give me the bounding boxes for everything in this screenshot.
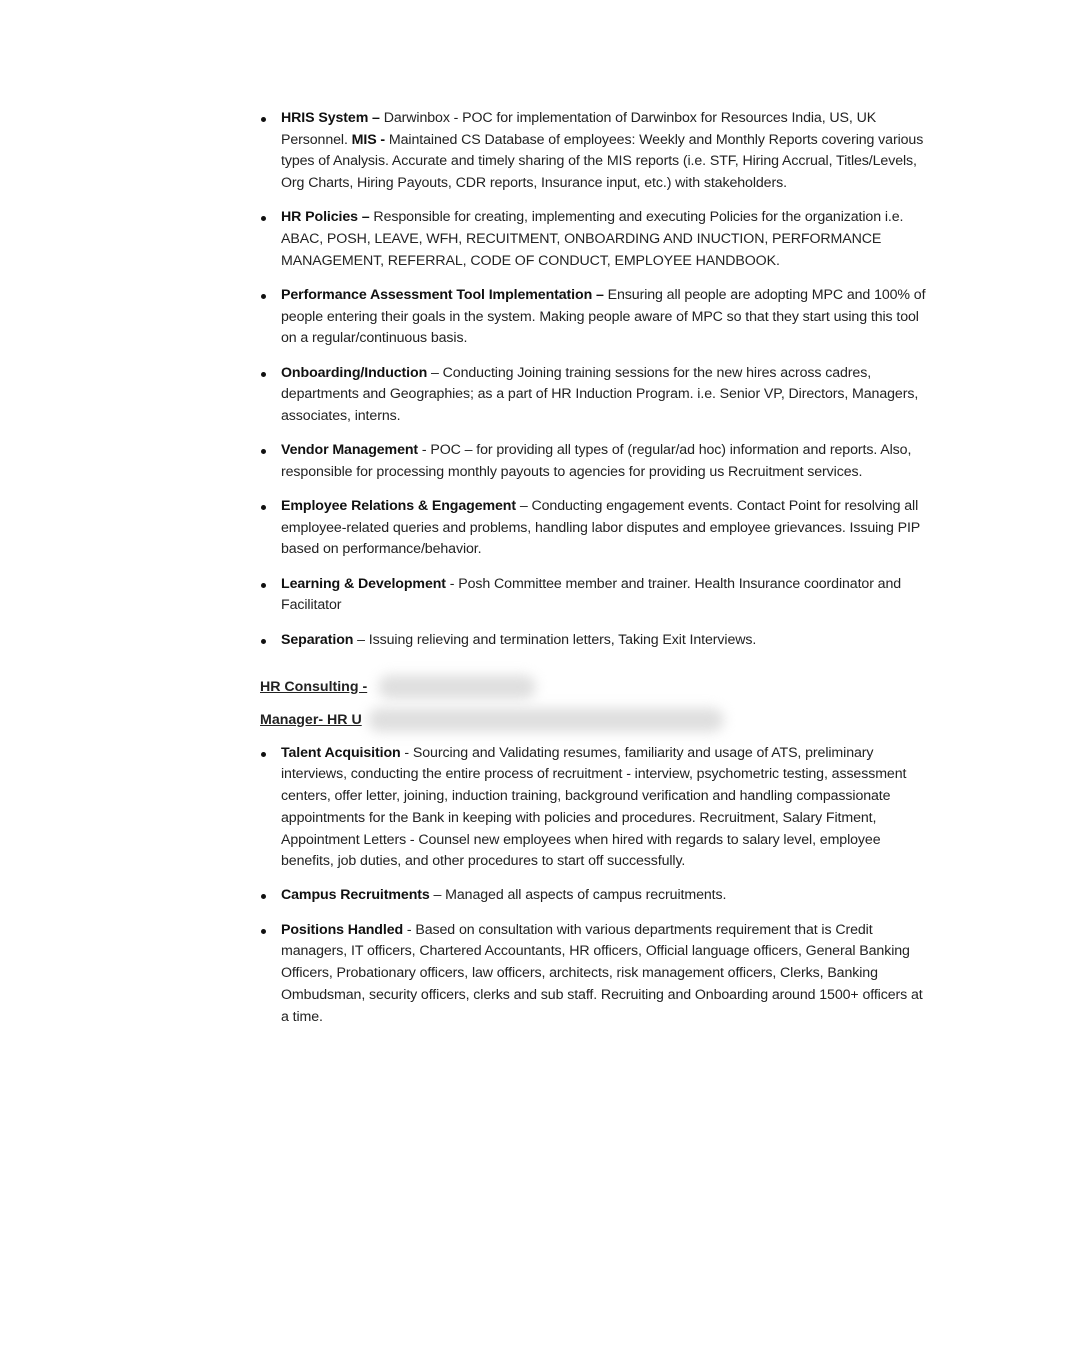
redaction-blur bbox=[378, 675, 536, 699]
bullet-icon bbox=[261, 639, 266, 644]
role-heading-text: Manager- HR U bbox=[260, 711, 362, 728]
item-body-secondary: Maintained CS Database of employees: Weekly and Monthly Reports covering various types of Analysis. Accurate and timely sharing of the MIS reports (i.e. STF, Hiring Accrual, Titles/Levels, Org Charts, Hiring Payouts, CDR reports, Insurance input, etc.) with stakeholders. bbox=[281, 131, 924, 192]
item-title: HRIS System – bbox=[281, 110, 380, 126]
item-title: Onboarding/Induction bbox=[281, 364, 428, 381]
role-heading bbox=[260, 710, 930, 731]
item-title: Vendor Management bbox=[281, 442, 419, 459]
item-body: - POC – for providing all types of (regular/ad hoc) information and reports. Also, responsible for processing monthly payouts to agencies for providing us Recruitment services. bbox=[281, 442, 912, 480]
list-item bbox=[258, 440, 930, 483]
list-item bbox=[258, 885, 930, 907]
bullet-icon bbox=[261, 929, 266, 934]
item-body: – Conducting Joining training sessions for the new hires across cadres, departments and Geographies; as a part of HR Induction Program. i.e. Senior VP, Directors, Managers, associates, interns. bbox=[281, 364, 919, 424]
bullet-icon bbox=[261, 117, 266, 122]
list-item bbox=[258, 920, 930, 1029]
item-body: - Based on consultation with various departments requirement that is Credit managers, IT officers, Chartered Accountants, HR officers, Official language officers, General Banking Officers, Probationary officers, law officers, architects, risk management officers, Clerks, Banking Ombudsman, security officers, clerks and sub staff. Recruiting and Onboarding around 1500+ officers at a time. bbox=[281, 921, 923, 1025]
section-spacer bbox=[258, 664, 930, 677]
item-title: Separation bbox=[281, 631, 354, 648]
bullet-icon bbox=[261, 894, 266, 899]
item-title: Positions Handled bbox=[281, 921, 404, 938]
redaction-blur bbox=[368, 708, 724, 732]
list-item bbox=[258, 743, 930, 873]
item-body: Ensuring all people are adopting MPC and 100% of people entering their goals in the system. Making people aware of MPC so that they start using this tool on a regular/continuous basis. bbox=[281, 286, 926, 347]
list-item bbox=[258, 108, 930, 195]
item-body: – Managed all aspects of campus recruitments. bbox=[429, 887, 727, 904]
item-title: Campus Recruitments bbox=[281, 887, 430, 904]
bullet-icon bbox=[261, 372, 266, 377]
item-body: - Posh Committee member and trainer. Health Insurance coordinator and Facilitator bbox=[281, 575, 902, 614]
bullet-icon bbox=[261, 216, 266, 221]
list-item bbox=[258, 285, 930, 350]
item-title: Performance Assessment Tool Implementation – bbox=[281, 286, 604, 303]
resume-page bbox=[258, 108, 930, 1041]
list-item bbox=[258, 630, 930, 652]
item-title: Employee Relations & Engagement bbox=[281, 498, 516, 515]
bullet-icon bbox=[261, 505, 266, 510]
bullet-icon bbox=[261, 583, 266, 588]
bullet-icon bbox=[261, 752, 266, 757]
item-body: - Sourcing and Validating resumes, familiarity and usage of ATS, preliminary interviews, conducting the entire process of recruitment - interview, psychometric testing, assessment centers, offer letter, joining, induction training, background verification and handling compassionate appointments for the Bank in keeping with policies and procedures. Recruitment, Salary Fitment, Appointment Letters - Counsel new employees when hired with regards to salary level, employee benefits, job duties, and other procedures to start off successfully. bbox=[281, 744, 907, 870]
list-item bbox=[258, 574, 930, 617]
company-heading-text: HR Consulting - bbox=[260, 678, 368, 695]
item-body: – Conducting engagement events. Contact Point for resolving all employee-related queries and problems, handling labor disputes and employee grievances. Issuing PIP based on performance/behavior. bbox=[281, 498, 920, 558]
item-title: Talent Acquisition bbox=[281, 744, 401, 761]
bullet-icon bbox=[261, 294, 266, 299]
item-title-secondary: MIS - bbox=[351, 131, 389, 148]
item-body: Responsible for creating, implementing and executing Policies for the organization i.e. ABAC, POSH, LEAVE, WFH, RECUITMENT, ONBOARDING AND INUCTION, PERFORMANCE MANAGEMENT, REFERRAL, CODE OF CONDUCT, EMPLOYEE HANDBOOK. bbox=[281, 209, 904, 269]
list-item bbox=[258, 207, 930, 272]
responsibilities-list-2 bbox=[258, 743, 930, 1028]
bullet-icon bbox=[261, 449, 266, 454]
list-item bbox=[258, 363, 930, 428]
company-heading bbox=[260, 677, 930, 698]
item-title: HR Policies – bbox=[281, 209, 370, 226]
list-item bbox=[258, 496, 930, 561]
item-body: – Issuing relieving and termination letters, Taking Exit Interviews. bbox=[353, 631, 757, 648]
item-title: Learning & Development bbox=[281, 575, 446, 592]
responsibilities-list bbox=[258, 108, 930, 651]
item-body: Darwinbox - POC for implementation of Darwinbox for Resources India, US, UK Personnel. bbox=[281, 110, 877, 148]
